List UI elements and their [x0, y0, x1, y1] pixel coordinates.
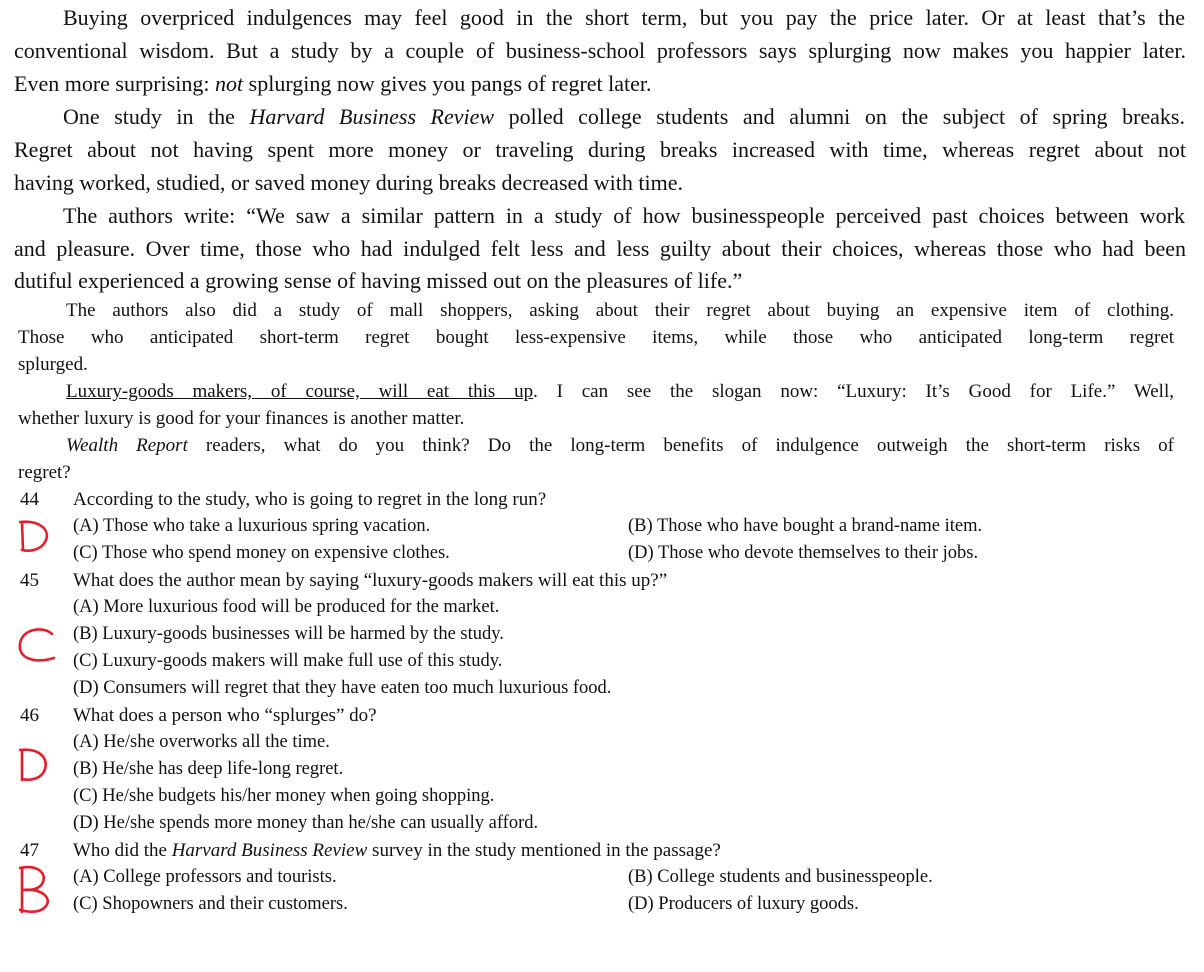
question-number: 45: [20, 570, 39, 591]
passage-text: splurging now gives you pangs of regret later.: [243, 71, 652, 96]
passage-line: Buying overpriced indulgences may feel good in the short term, but you pay the price later. Or at least that’s the: [63, 5, 1185, 30]
option-b: (B) Those who have bought a brand-name item.: [628, 516, 983, 536]
passage-line: dutiful experienced a growing sense of having missed out on the pleasures of life.”: [14, 268, 743, 293]
passage-line: The authors write: “We saw a similar pattern in a study of how businesspeople perceived past choices between work: [63, 203, 1185, 228]
answer-mark-47: [8, 862, 54, 916]
question-text: According to the study, who is going to regret in the long run?: [73, 489, 547, 510]
passage-line: Those who anticipated short-term regret bought less-expensive items, while those who anticipated long-term regret: [18, 327, 1174, 348]
passage-line: regret?: [18, 462, 71, 483]
option-b: (B) College students and businesspeople.: [628, 867, 933, 887]
passage-text: Even more surprising:: [14, 71, 216, 96]
passage-line: whether luxury is good for your finances is another matter.: [18, 408, 465, 429]
journal-title: Harvard Business Review: [171, 840, 368, 861]
answer-mark-44: [10, 516, 52, 556]
passage-line: Regret about not having spent more money or traveling during breaks increased with time, whereas regret about not: [14, 137, 1186, 162]
question-text: [73, 840, 721, 862]
option-d: (D) Those who devote themselves to their jobs.: [628, 543, 979, 563]
passage-line: [63, 104, 1185, 130]
option-a: (A) Those who take a luxurious spring vacation.: [73, 516, 431, 536]
option-b: (B) Luxury-goods businesses will be harmed by the study.: [73, 624, 504, 644]
passage-text: One study in the: [63, 104, 250, 129]
passage-text: . I can see the slogan now: “Luxury: It’s Good for Life.” Well,: [533, 381, 1174, 402]
option-c: (C) Luxury-goods makers will make full use of this study.: [73, 651, 503, 671]
passage-line: and pleasure. Over time, those who had indulged felt less and less guilty about their choices, whereas those who had been: [14, 236, 1186, 261]
option-c: (C) Shopowners and their customers.: [73, 894, 348, 914]
passage-line: having worked, studied, or saved money during breaks decreased with time.: [14, 170, 683, 195]
underlined-phrase: Luxury-goods makers, of course, will eat this up: [66, 381, 534, 402]
option-b: (B) He/she has deep life-long regret.: [73, 759, 344, 779]
passage-text: polled college students and alumni on the subject of spring breaks.: [494, 104, 1185, 129]
option-d: (D) Producers of luxury goods.: [628, 894, 859, 914]
passage-line: splurged.: [18, 354, 88, 375]
journal-title: Harvard Business Review: [249, 104, 495, 129]
question-text: What does a person who “splurges” do?: [73, 705, 377, 726]
option-c: (C) Those who spend money on expensive clothes.: [73, 543, 450, 563]
question-text: What does the author mean by saying “luxury-goods makers will eat this up?”: [73, 570, 668, 591]
question-text-part: survey in the study mentioned in the passage?: [367, 840, 721, 861]
passage-line: [14, 71, 652, 97]
question-text-part: Who did the: [73, 840, 172, 861]
passage-line: [66, 435, 1174, 457]
option-a: (A) College professors and tourists.: [73, 867, 337, 887]
passage-line: The authors also did a study of mall shoppers, asking about their regret about buying an expensive item of clothing.: [66, 300, 1174, 321]
passage-line: [66, 381, 1174, 403]
passage-line: conventional wisdom. But a study by a couple of business-school professors says splurging now makes you happier later.: [14, 38, 1186, 63]
option-d: (D) He/she spends more money than he/she can usually afford.: [73, 813, 539, 833]
answer-mark-46: [10, 742, 52, 786]
answer-mark-45: [8, 624, 58, 668]
option-c: (C) He/she budgets his/her money when going shopping.: [73, 786, 495, 806]
passage-text: readers, what do you think? Do the long-term benefits of indulgence outweigh the short-term risks of: [187, 435, 1174, 456]
publication-title: Wealth Report: [66, 435, 188, 456]
option-a: (A) More luxurious food will be produced for the market.: [73, 597, 500, 617]
question-number: 47: [20, 840, 39, 861]
question-number: 44: [20, 489, 39, 510]
question-number: 46: [20, 705, 39, 726]
option-a: (A) He/she overworks all the time.: [73, 732, 330, 752]
emphasis-text: not: [215, 71, 244, 96]
option-d: (D) Consumers will regret that they have eaten too much luxurious food.: [73, 678, 612, 698]
